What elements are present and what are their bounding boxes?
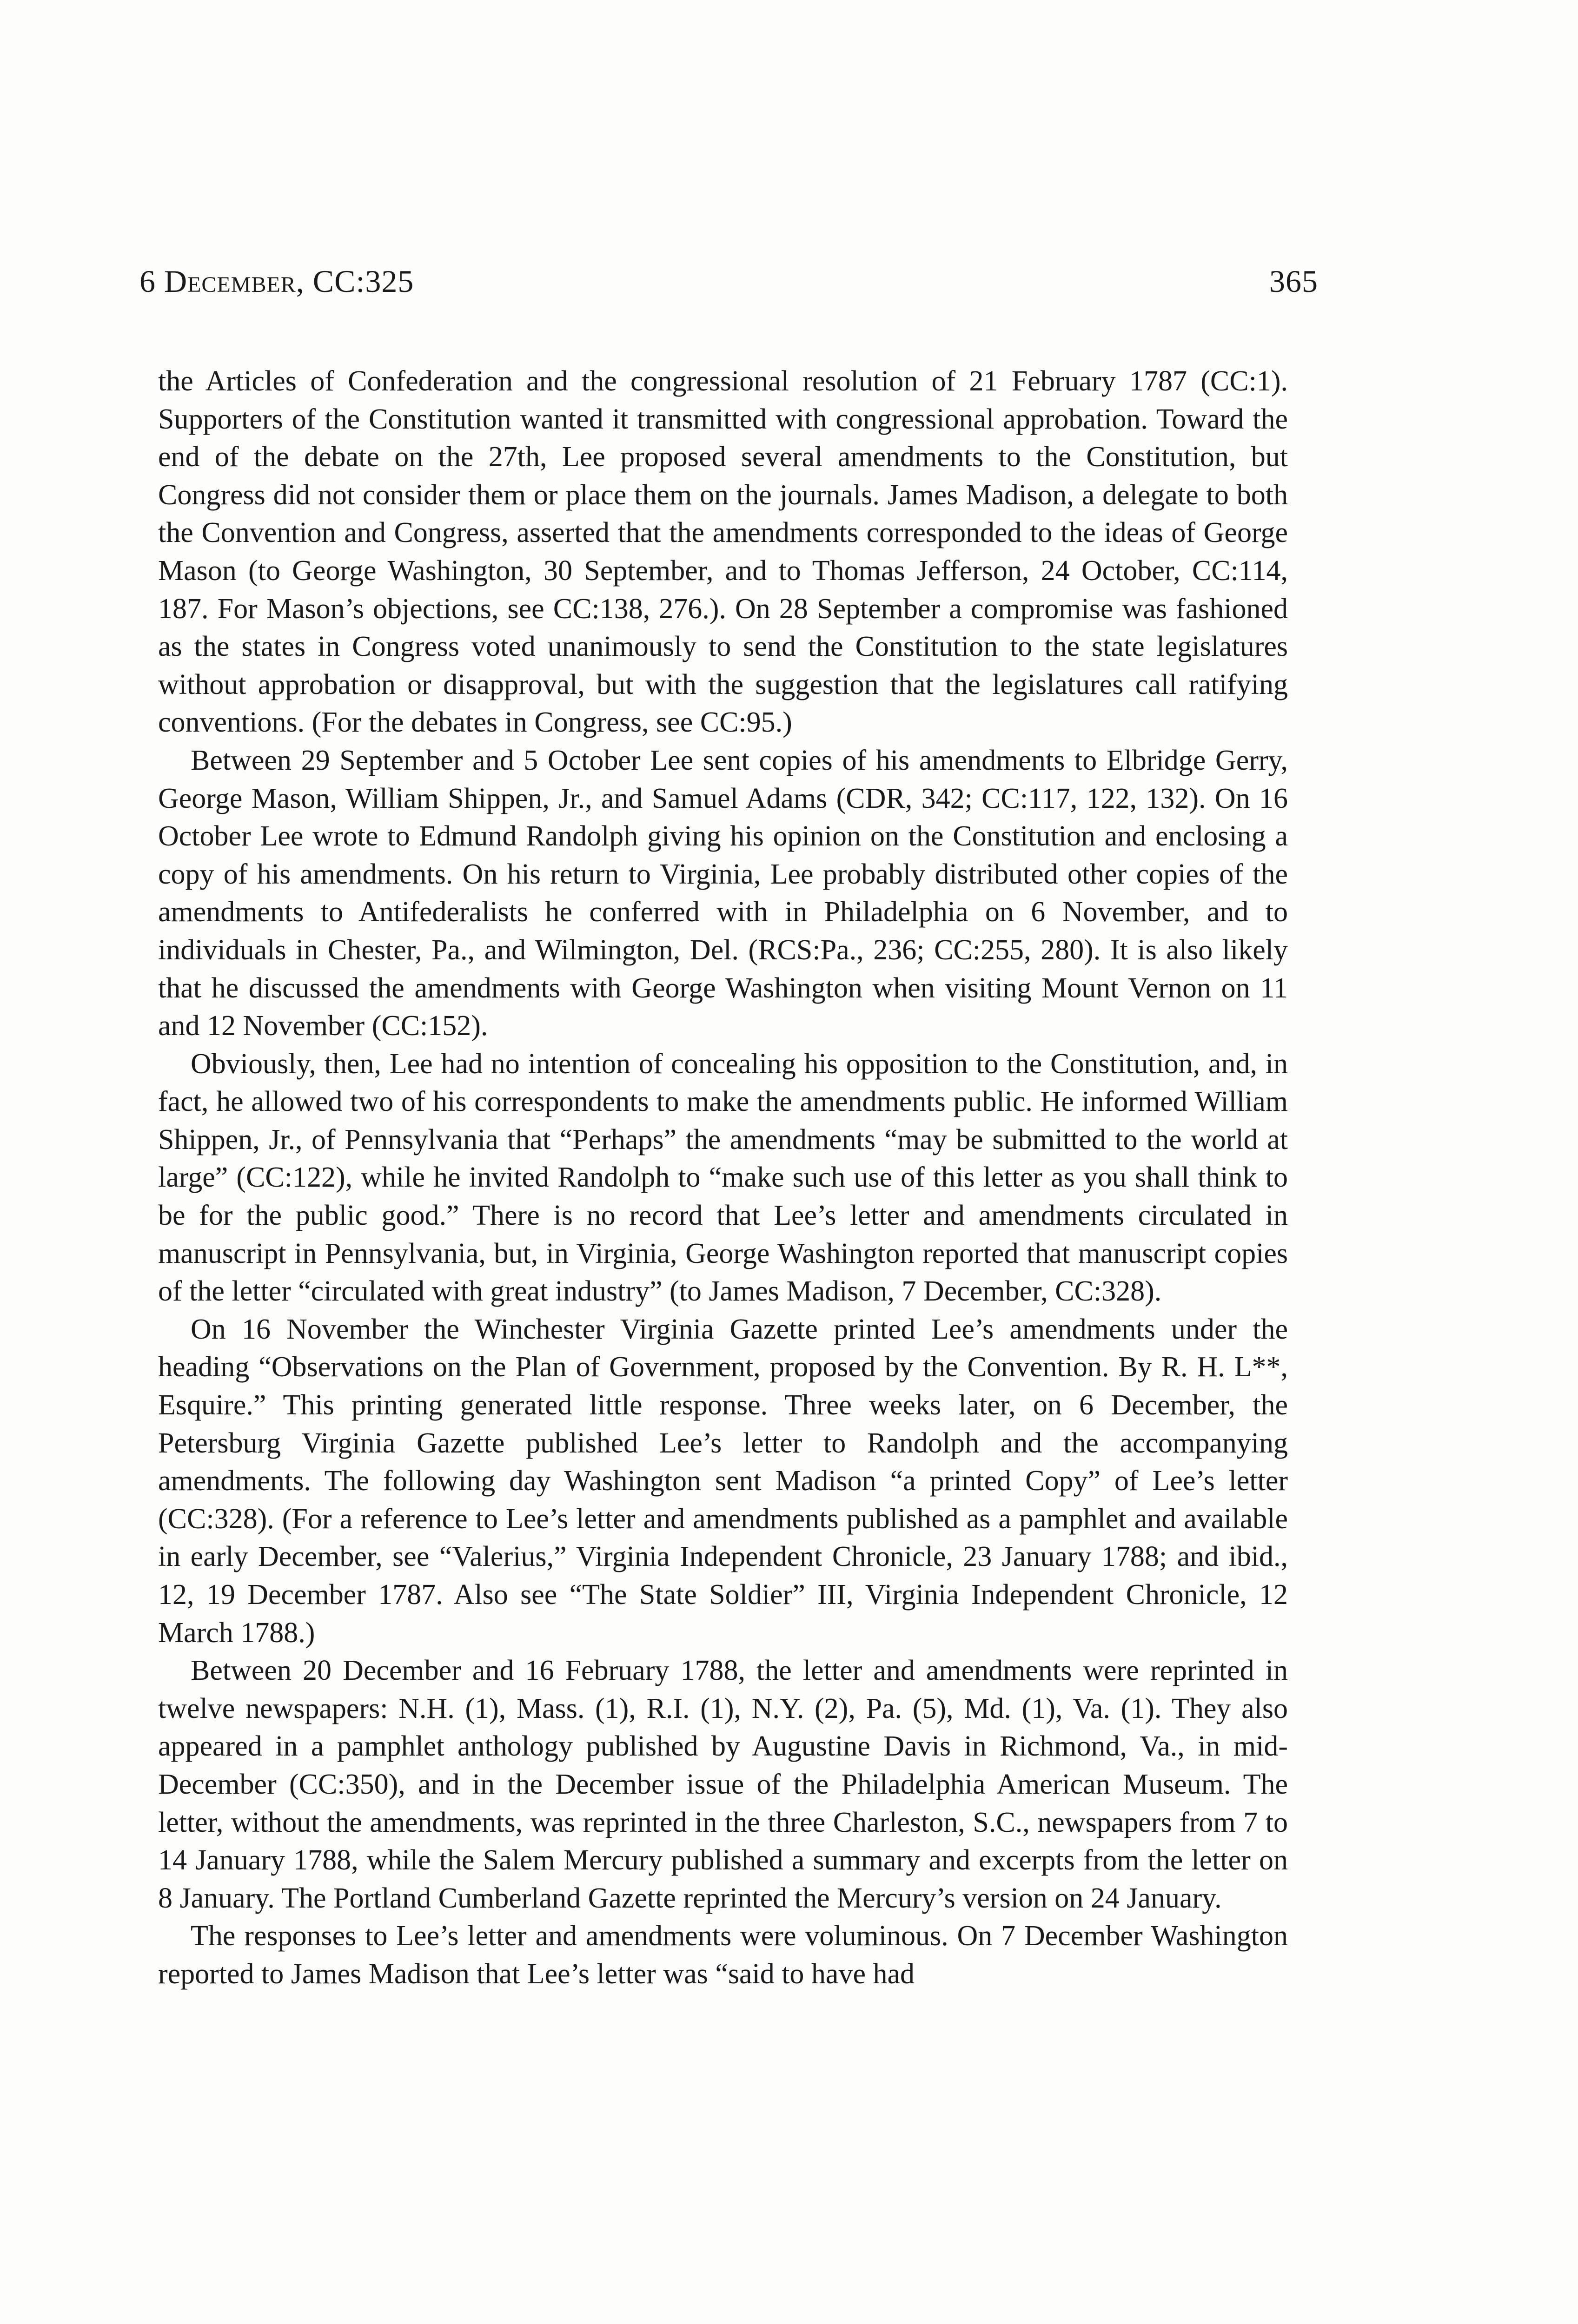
paragraph-3: Obviously, then, Lee had no intention of concealing his opposition to the Constitution, and, in fact, he allowed two of his correspondents to make the amendments public. He informed William Shippen, Jr., of Pennsylvania that “Perhaps” the amendments “may be submitted to the world at large” (CC:122), while he invited Randolph to “make such use of this letter as you shall think to be for the public good.” There is no record that Lee’s letter and amendments circulated in manuscript in Pennsylvania, but, in Virginia, George Washington reported that manuscript copies of the letter “circulated with great industry” (to James Madison, 7 December, CC:328).: [158, 1048, 1288, 1307]
body-text: [158, 363, 1288, 1994]
running-head-section: 6 December, CC:325: [139, 264, 414, 299]
paragraph-5: Between 20 December and 16 February 1788, the letter and amendments were reprinted in twelve newspapers: N.H. (1), Mass. (1), R.I. (1), N.Y. (2), Pa. (5), Md. (1), Va. (1). They also appeared in a pamphlet anthology published by Augustine Davis in Richmond, Va., in mid-December (CC:350), and in the December issue of the Philadelphia American Museum. The letter, without the amendments, was reprinted in the three Charleston, S.C., newspapers from 7 to 14 January 1788, while the Salem Mercury published a summary and excerpts from the letter on 8 January. The Portland Cumberland Gazette reprinted the Mercury’s version on 24 January.: [158, 1655, 1288, 1914]
paragraph-4: On 16 November the Winchester Virginia Gazette printed Lee’s amendments under the heading “Observations on the Plan of Government, proposed by the Convention. By R. H. L**, Esquire.” This printing generated little response. Three weeks later, on 6 December, the Petersburg Virginia Gazette published Lee’s letter to Randolph and the accompanying amendments. The following day Washington sent Madison “a printed Copy” of Lee’s letter (CC:328). (For a reference to Lee’s letter and amendments published as a pamphlet and available in early December, see “Valerius,” Virginia Independent Chronicle, 23 January 1788; and ibid., 12, 19 December 1787. Also see “The State Soldier” III, Virginia Independent Chronicle, 12 March 1788.): [158, 1313, 1288, 1649]
paragraph-1: the Articles of Confederation and the congressional resolution of 21 February 1787 (CC:1). Supporters of the Constitution wanted it transmitted with congressional approbation. Toward the end of the debate on the 27th, Lee proposed several amendments to the Constitution, but Congress did not consider them or place them on the journals. James Madison, a delegate to both the Convention and Congress, asserted that the amendments corresponded to the ideas of George Mason (to George Washington, 30 September, and to Thomas Jefferson, 24 October, CC:114, 187. For Mason’s objections, see CC:138, 276.). On 28 September a compromise was fashioned as the states in Congress voted unanimously to send the Constitution to the state legislatures without approbation or disapproval, but with the suggestion that the legislatures call ratifying conventions. (For the debates in Congress, see CC:95.): [158, 365, 1288, 739]
running-head: [139, 260, 1318, 302]
page-number: 365: [1269, 264, 1318, 299]
paragraph-6: The responses to Lee’s letter and amendments were voluminous. On 7 December Washington reported to James Madison that Lee’s letter was “said to have had: [158, 1920, 1288, 1990]
paragraph-2: Between 29 September and 5 October Lee sent copies of his amendments to Elbridge Gerry, George Mason, William Shippen, Jr., and Samuel Adams (CDR, 342; CC:117, 122, 132). On 16 October Lee wrote to Edmund Randolph giving his opinion on the Constitution and enclosing a copy of his amendments. On his return to Virginia, Lee probably distributed other copies of the amendments to Antifederalists he conferred with in Philadelphia on 6 November, and to individuals in Chester, Pa., and Wilmington, Del. (RCS:Pa., 236; CC:255, 280). It is also likely that he discussed the amendments with George Washington when visiting Mount Vernon on 11 and 12 November (CC:152).: [158, 744, 1288, 1042]
